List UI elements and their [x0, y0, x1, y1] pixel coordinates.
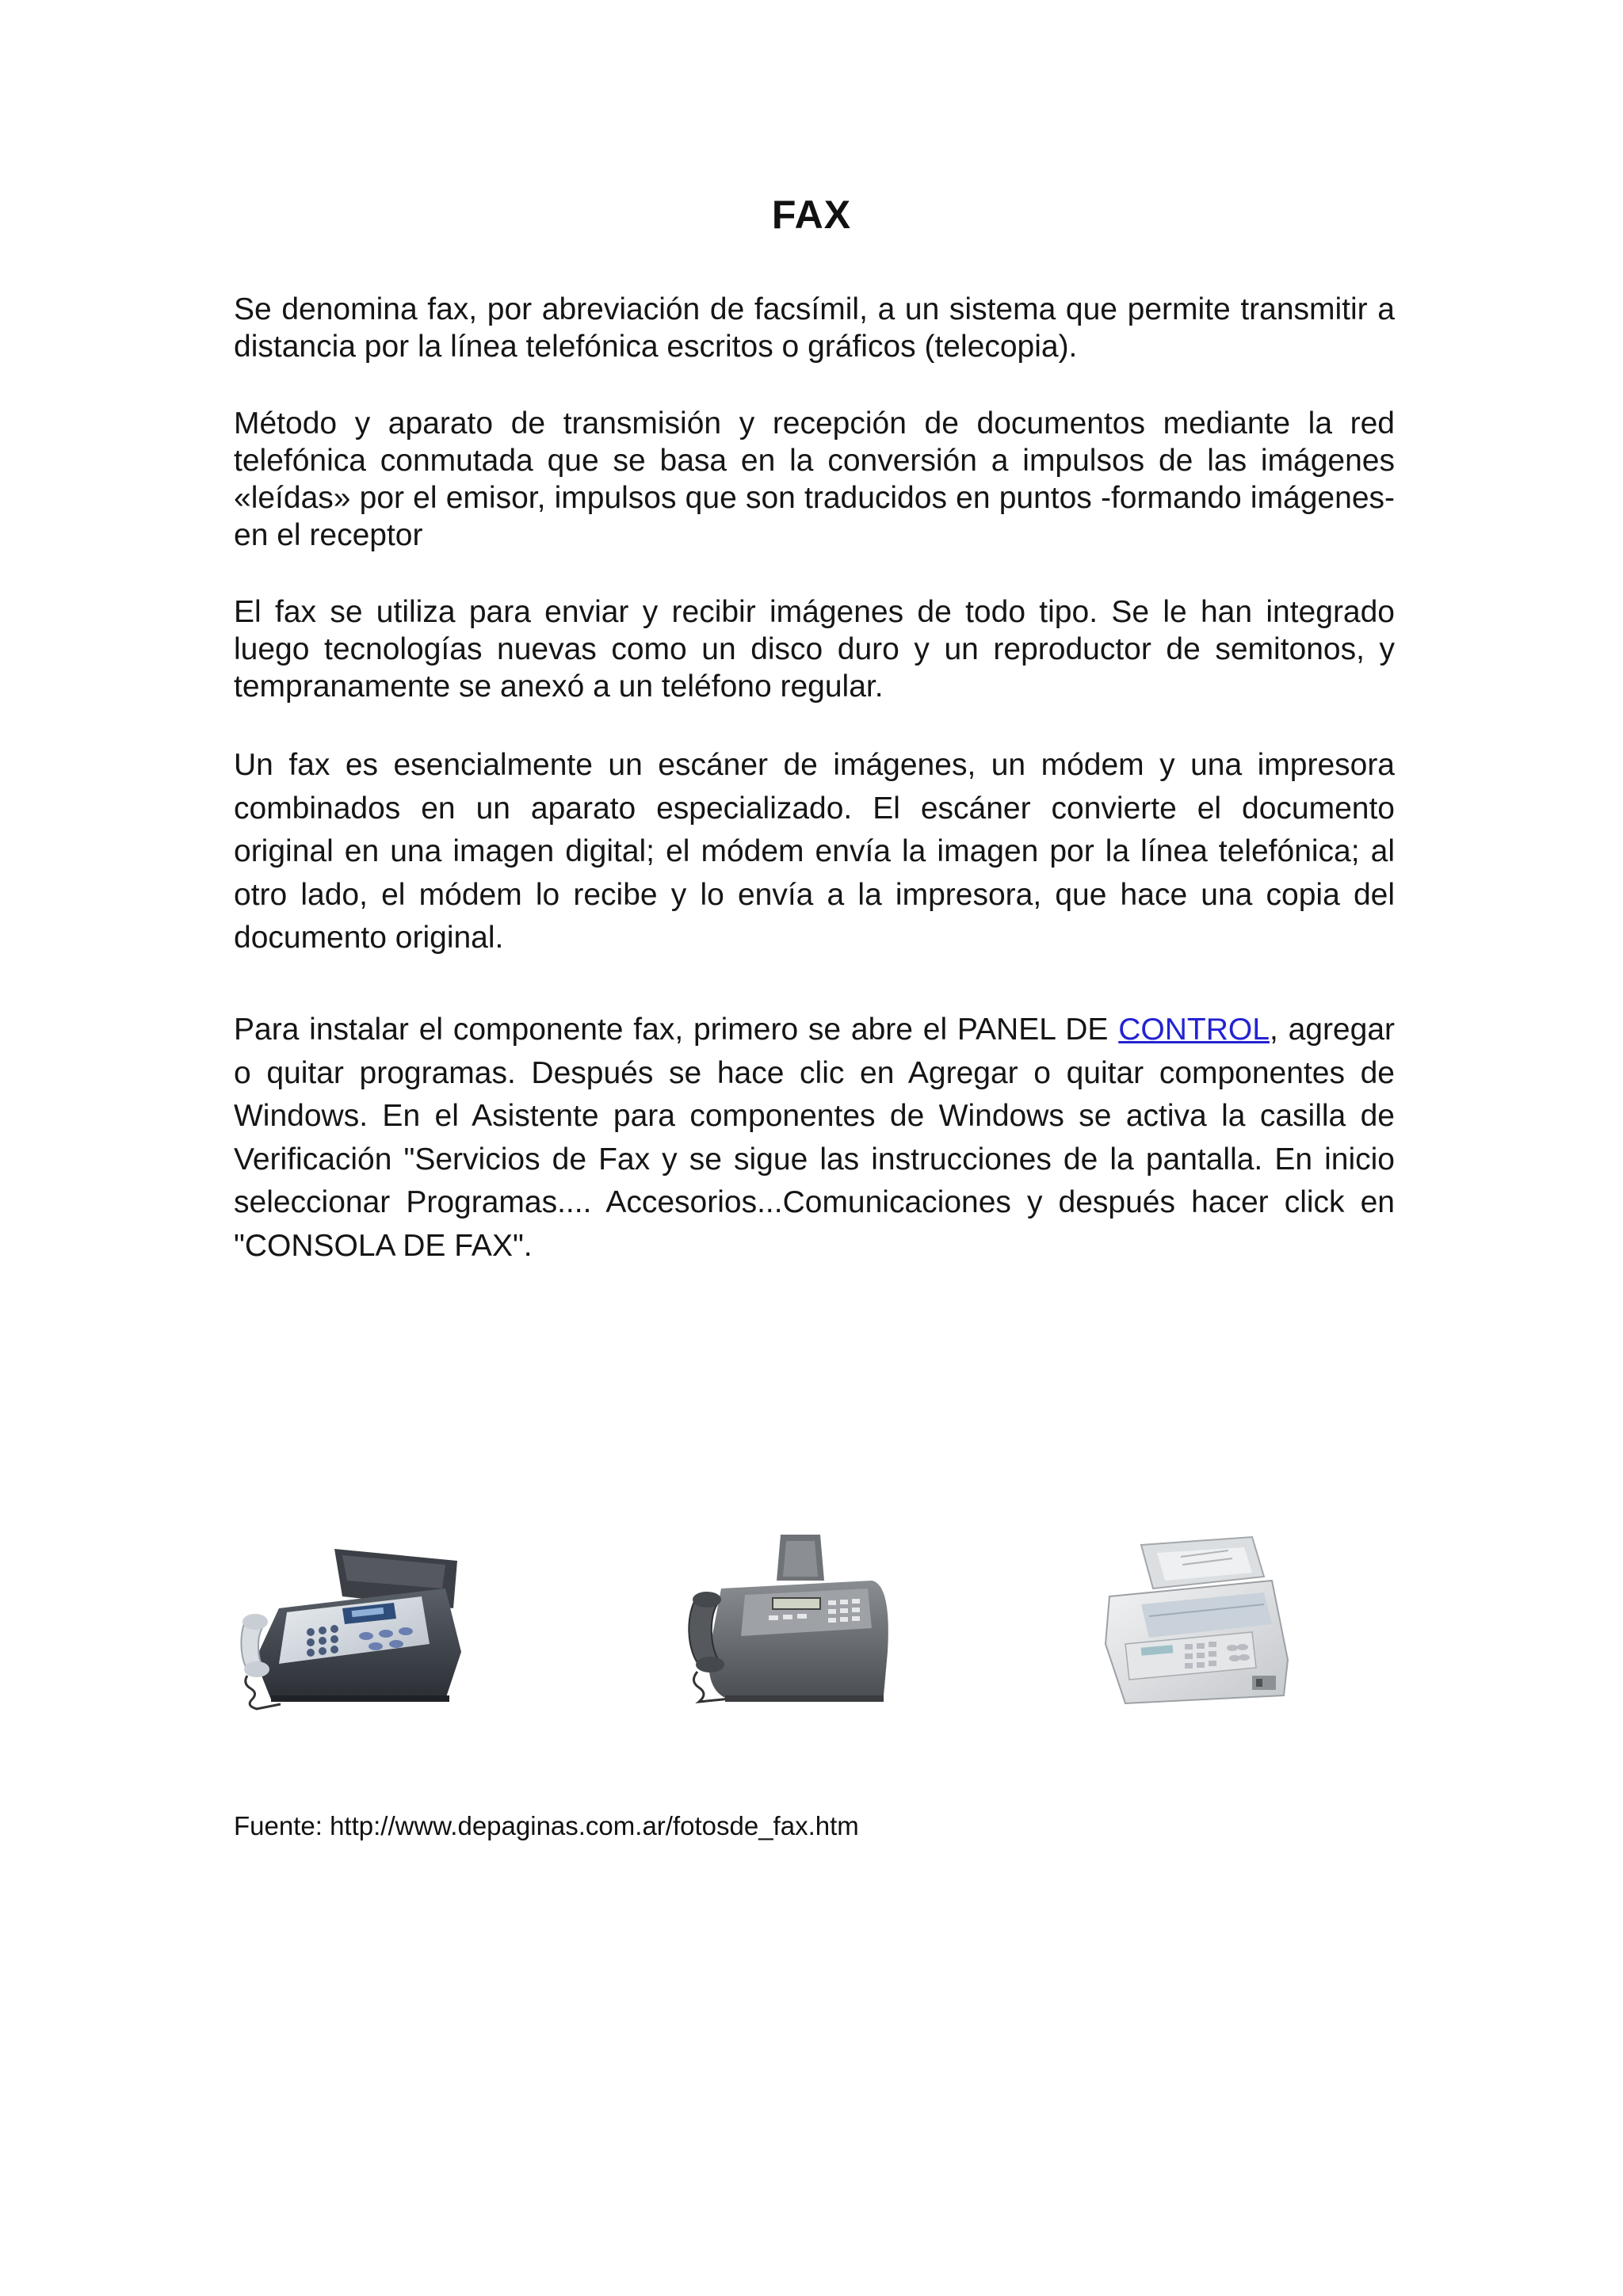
fax-machine-icon — [1094, 1533, 1300, 1715]
paragraph-definition: Se denomina fax, por abreviación de facsímil, a un sistema que permite transmitir a distancia por la línea telefónica escritos o gráficos (telecopia). — [234, 292, 1395, 364]
install-text-start: Para instalar el componente fax, primero se abre el PANEL DE — [234, 1013, 1119, 1047]
fax-machine-image-3 — [1094, 1533, 1300, 1715]
paragraph-install — [234, 1009, 1395, 1268]
page-title: FAX — [771, 193, 852, 237]
fax-machine-icon — [231, 1533, 469, 1715]
source-citation: Fuente: http://www.depaginas.com.ar/fotosde_fax.htm — [234, 1811, 859, 1840]
paragraph-method: Método y aparato de transmisión y recepción de documentos mediante la red telefónica conmutada que se basa en la conversión a impulsos de las imágenes «leídas» por el emisor, impulsos que son traducidos en puntos -formando imágenes- en el receptor — [234, 406, 1395, 552]
paragraph-components: Un fax es esencialmente un escáner de imágenes, un módem y una impresora combinados en un aparato especializado. El escáner convierte el documento original en una imagen digital; el módem envía la imagen por la línea telefónica; al otro lado, el módem lo recibe y lo envía a la impresora, que hace una copia del documento original. — [234, 748, 1395, 955]
fax-machine-image-2 — [674, 1533, 903, 1715]
install-text-end: , agregar o quitar programas. Después se hace clic en Agregar o quitar componentes de Windows. En el Asistente para componentes de Windows se activa la casilla de Verificación "Servicios de Fax y se sigue las instrucciones de la pantalla. En inicio seleccionar Programas.... Accesorios...Comunicaciones y después hacer click en "CONSOLA DE FAX". — [234, 1013, 1395, 1263]
paragraph-uses: El fax se utiliza para enviar y recibir imágenes de todo tipo. Se le han integrado luego tecnologías nuevas como un disco duro y un reproductor de semitonos, y tempranamente se anexó a un teléfono regular. — [234, 595, 1395, 704]
fax-machine-icon — [674, 1533, 903, 1715]
fax-machine-image-1 — [231, 1533, 469, 1715]
control-link[interactable]: CONTROL — [1118, 1013, 1270, 1047]
